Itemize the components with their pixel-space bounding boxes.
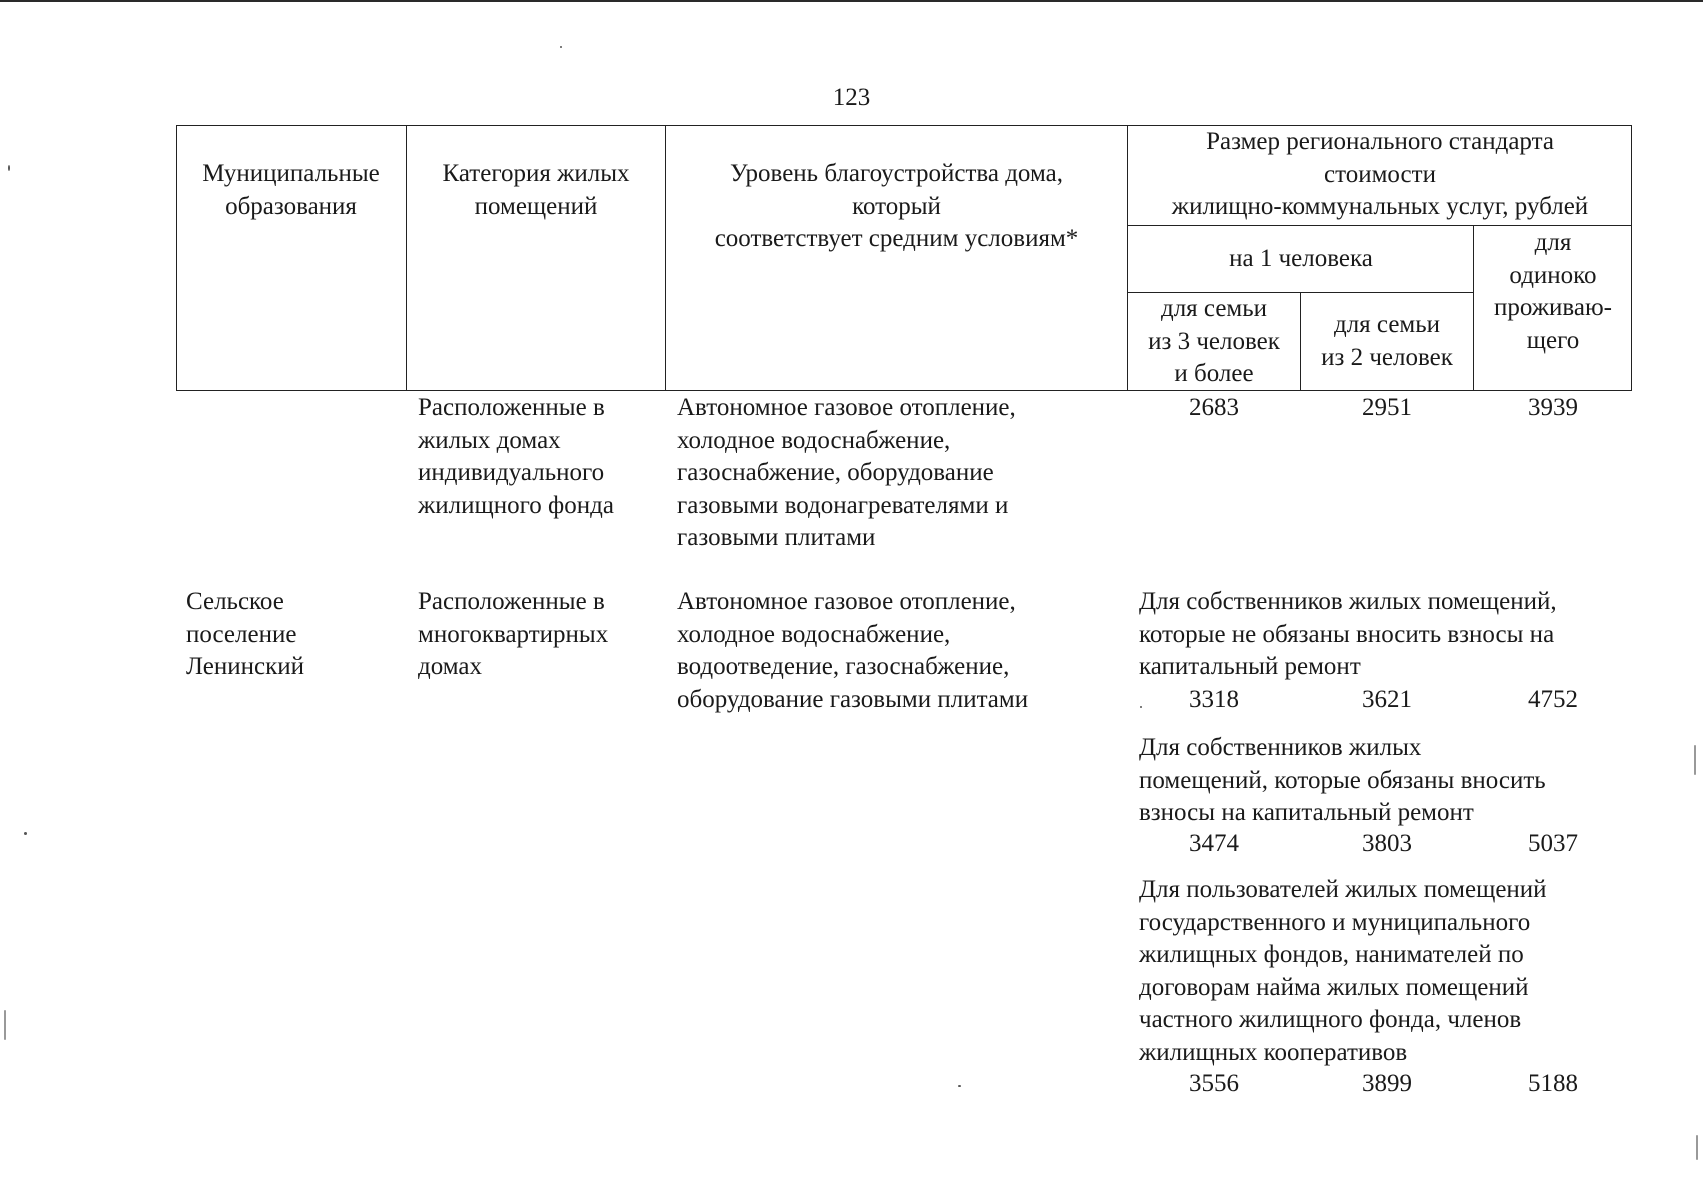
row-municipality: Сельское поселение Ленинский bbox=[186, 588, 305, 680]
header-improvement-level: Уровень благоустройства дома, который соответствует средним условиям* bbox=[714, 160, 1079, 252]
value-family-3: 3474 bbox=[1189, 830, 1239, 857]
value-family-2: 2951 bbox=[1362, 394, 1412, 421]
value-family-3: 3318 bbox=[1189, 686, 1239, 713]
value-family-2: 3803 bbox=[1362, 830, 1412, 857]
value-single: 3939 bbox=[1528, 394, 1578, 421]
row-improvement-level: Автономное газовое отопление, холодное водоснабжение, водоотведение, газоснабжение, оборудование газовыми плитами bbox=[677, 588, 1029, 713]
header-category: Категория жилых помещений bbox=[442, 160, 630, 220]
owner-group-label: Для собственников жилых помещений, которые обязаны вносить взносы на капитальный ремонт bbox=[1139, 734, 1546, 826]
header-standard-size: Размер регионального стандарта стоимости жилищно-коммунальных услуг, рублей bbox=[1171, 128, 1589, 220]
user-group-label: Для пользователей жилых помещений государственного и муниципального жилищных фондов, нанимателей по договорам найма жилых помещений частного жилищного фонда, членов жилищных кооперативов bbox=[1139, 876, 1547, 1066]
header-family-2: для семьи из 2 человек bbox=[1321, 311, 1453, 371]
value-single: 5188 bbox=[1528, 1070, 1578, 1097]
page-number: 123 bbox=[832, 84, 871, 111]
scan-edge-line bbox=[0, 0, 1703, 2]
owner-group-label: Для собственников жилых помещений, которые не обязаны вносить взносы на капитальный ремонт bbox=[1139, 588, 1557, 680]
row-category: Расположенные в многоквартирных домах bbox=[418, 588, 609, 680]
value-family-3: 2683 bbox=[1189, 394, 1239, 421]
value-family-2: 3899 bbox=[1362, 1070, 1412, 1097]
header-per-person: на 1 человека bbox=[1229, 245, 1373, 272]
header-single: для одиноко проживаю- щего bbox=[1494, 229, 1612, 354]
value-single: 4752 bbox=[1528, 686, 1578, 713]
header-municipalities: Муниципальные образования bbox=[202, 160, 380, 220]
value-single: 5037 bbox=[1528, 830, 1578, 857]
row-improvement-level: Автономное газовое отопление, холодное водоснабжение, газоснабжение, оборудование газовыми водонагревателями и газовыми плитами bbox=[677, 394, 1016, 551]
value-family-3: 3556 bbox=[1189, 1070, 1239, 1097]
value-family-2: 3621 bbox=[1362, 686, 1412, 713]
header-family-3: для семьи из 3 человек и более bbox=[1148, 295, 1280, 387]
row-category: Расположенные в жилых домах индивидуального жилищного фонда bbox=[418, 394, 614, 519]
